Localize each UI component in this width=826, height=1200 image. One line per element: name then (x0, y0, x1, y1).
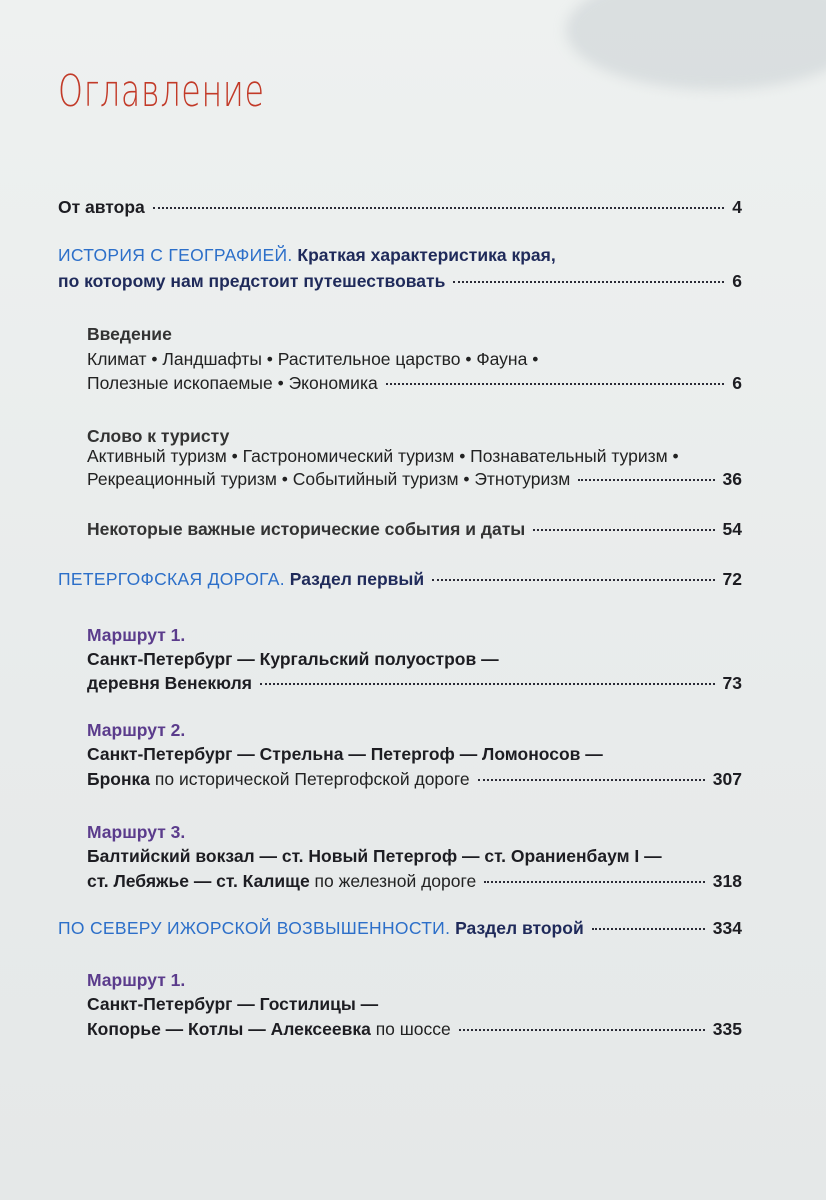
section-rest: Раздел второй (450, 918, 584, 938)
route-4-line1: Санкт-Петербург — Гостилицы — (87, 994, 379, 1014)
route-stop: ст. Лебяжье — ст. Калище (87, 871, 310, 891)
toc-entry-author[interactable] (58, 195, 742, 219)
dot-leader (533, 529, 714, 531)
route-3-line1: Балтийский вокзал — ст. Новый Петергоф — ст. Ораниенбаум I — (87, 846, 662, 866)
page-number: 72 (722, 569, 742, 589)
route-2-heading: Маршрут 2. (87, 720, 186, 740)
dot-leader (592, 928, 705, 930)
dot-leader (478, 779, 705, 781)
page-number: 334 (712, 918, 742, 938)
toc-entry-part-1[interactable] (58, 269, 742, 293)
dot-leader (484, 881, 705, 883)
entry-label: по которому нам предстоит путешествовать (58, 271, 446, 291)
entry-label (87, 767, 470, 791)
entry-label (58, 916, 584, 940)
route-note: по шоссе (370, 1019, 451, 1039)
dot-leader (578, 479, 714, 481)
part-title-rest: Краткая характеристика края, (292, 245, 556, 265)
entry-label (87, 869, 476, 893)
toc-entry-tourist[interactable] (87, 467, 742, 491)
toc-entry-route-3[interactable] (87, 869, 742, 893)
route-note: по исторической Петергофской дороге (150, 769, 470, 789)
entry-label: Полезные ископаемые • Экономика (87, 373, 378, 393)
entry-label (87, 1017, 451, 1041)
route-note: по железной дороге (309, 871, 477, 891)
intro-heading: Введение (87, 324, 172, 344)
corner-shadow (566, 0, 826, 90)
toc-entry-route-1[interactable] (87, 671, 742, 695)
page-number: 6 (732, 373, 742, 393)
route-stop: Бронка (87, 769, 151, 789)
page-number: 307 (712, 769, 742, 789)
dot-leader (453, 281, 724, 283)
dot-leader (386, 383, 725, 385)
entry-label: деревня Венекюля (87, 673, 252, 693)
route-stop: Копорье — Котлы — Алексеевка (87, 1019, 371, 1039)
toc-entry-route-4[interactable] (87, 1017, 742, 1041)
dot-leader (260, 683, 715, 685)
tourist-heading: Слово к туристу (87, 426, 230, 446)
page-number: 318 (712, 871, 742, 891)
dot-leader (432, 579, 714, 581)
toc-part-1-line1 (58, 243, 556, 267)
page-number: 6 (732, 271, 742, 291)
dot-leader (153, 207, 725, 209)
route-4-heading: Маршрут 1. (87, 970, 186, 990)
page-number: 335 (712, 1019, 742, 1039)
toc-entry-route-2[interactable] (87, 767, 742, 791)
route-2-line1: Санкт-Петербург — Стрельна — Петергоф — Ломоносов — (87, 744, 603, 764)
page-number: 36 (722, 469, 742, 489)
page-number: 54 (722, 519, 742, 539)
entry-label: Рекреационный туризм • Событийный туризм • Этнотуризм (87, 469, 571, 489)
tourist-line1: Активный туризм • Гастрономический туризм • Познавательный туризм • (87, 446, 679, 466)
page-number: 4 (732, 197, 742, 217)
dot-leader (459, 1029, 705, 1031)
route-1-line1: Санкт-Петербург — Кургальский полуостров — (87, 649, 499, 669)
entry-label (58, 567, 424, 591)
toc-entry-section-2[interactable] (58, 916, 742, 940)
toc-entry-events[interactable] (87, 517, 742, 541)
part-highlight: ИСТОРИЯ С ГЕОГРАФИЕЙ. (58, 245, 293, 265)
section-rest: Раздел первый (284, 569, 425, 589)
toc-entry-intro[interactable] (87, 371, 742, 395)
page-number: 73 (722, 673, 742, 693)
section-highlight: ПО СЕВЕРУ ИЖОРСКОЙ ВОЗВЫШЕННОСТИ. (58, 918, 451, 938)
route-1-heading: Маршрут 1. (87, 625, 186, 645)
entry-label: От автора (58, 197, 145, 217)
intro-line1: Климат • Ландшафты • Растительное царство • Фауна • (87, 349, 539, 369)
entry-label: Некоторые важные исторические события и даты (87, 519, 526, 539)
toc-entry-section-1[interactable] (58, 567, 742, 591)
page-title: Оглавление (58, 66, 265, 117)
section-highlight: ПЕТЕРГОФСКАЯ ДОРОГА. (58, 569, 285, 589)
route-3-heading: Маршрут 3. (87, 822, 186, 842)
